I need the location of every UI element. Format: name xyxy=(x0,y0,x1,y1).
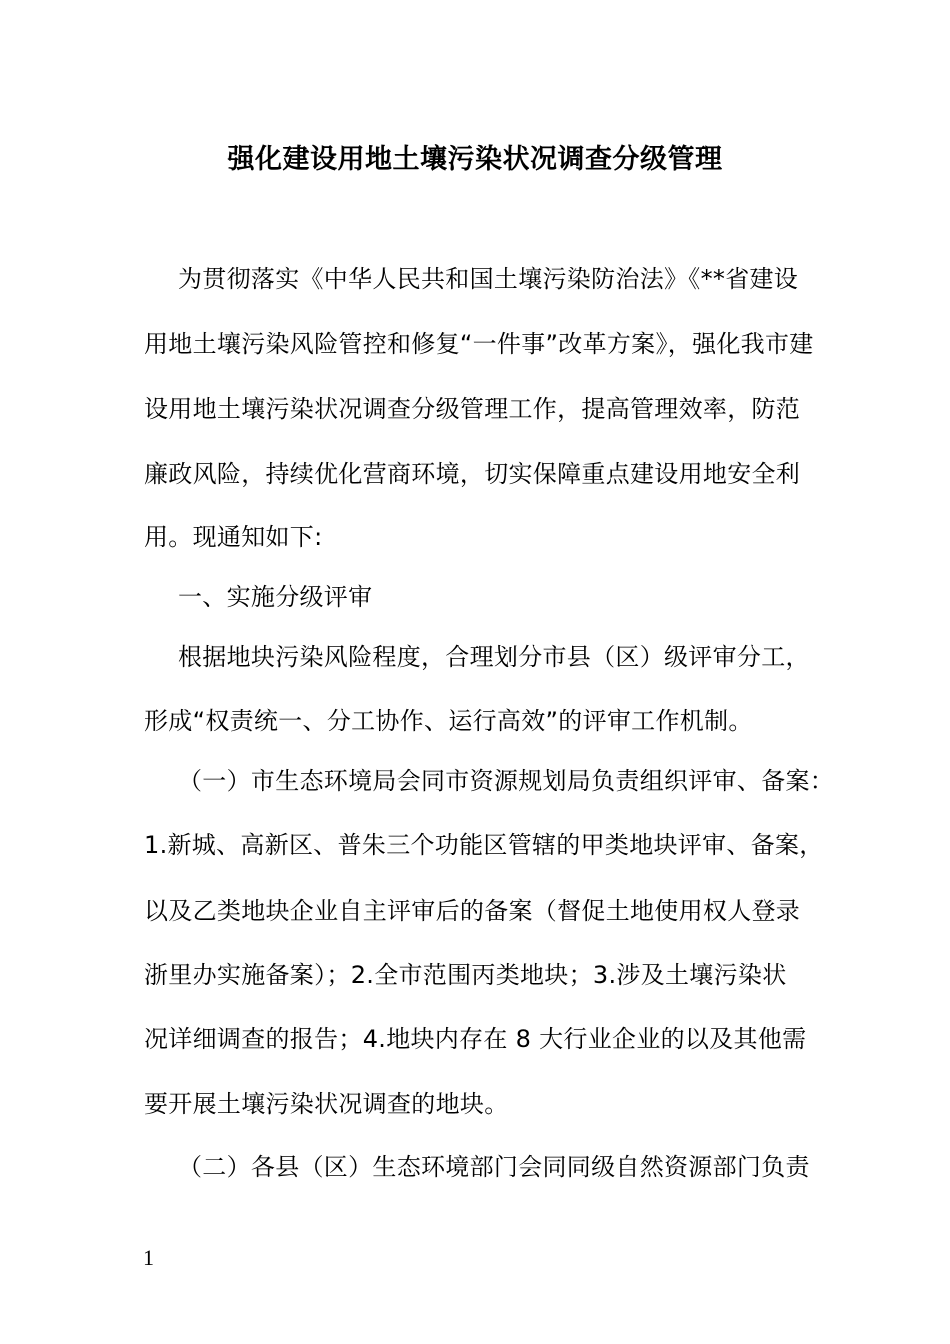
paragraph-line: 为贯彻落实《中华人民共和国土壤污染防治法》《**省建设 xyxy=(178,265,799,293)
paragraph-line: 要开展土壤污染状况调查的地块。 xyxy=(144,1090,509,1118)
paragraph-line: 廉政风险，持续优化营商环境，切实保障重点建设用地安全利 xyxy=(144,460,801,488)
page-number: 1 xyxy=(143,1245,154,1270)
paragraph-line: 况详细调查的报告；4.地块内存在 8 大行业企业的以及其他需 xyxy=(144,1025,807,1053)
paragraph-line: 1.新城、高新区、普朱三个功能区管辖的甲类地块评审、备案， xyxy=(144,831,824,859)
section-heading: 一、实施分级评审 xyxy=(178,583,373,611)
paragraph-line: 设用地土壤污染状况调查分级管理工作，提高管理效率，防范 xyxy=(144,395,801,423)
paragraph-line: （二）各县（区）生态环境部门会同同级自然资源部门负责 xyxy=(178,1153,810,1181)
paragraph-line: 浙里办实施备案）；2.全市范围丙类地块；3.涉及土壤污染状 xyxy=(144,961,787,989)
paragraph-line: 根据地块污染风险程度，合理划分市县（区）级评审分工， xyxy=(178,643,810,671)
paragraph-line: 用。现通知如下: xyxy=(144,523,323,551)
paragraph-line: 用地土壤污染风险管控和修复“一件事”改革方案》，强化我市建 xyxy=(144,330,814,358)
paragraph-line: 以及乙类地块企业自主评审后的备案（督促土地使用权人登录 xyxy=(144,897,801,925)
paragraph-line: 形成“权责统一、分工协作、运行高效”的评审工作机制。 xyxy=(144,707,753,735)
document-title: 强化建设用地土壤污染状况调查分级管理 xyxy=(227,144,723,175)
paragraph-line: （一）市生态环境局会同市资源规划局负责组织评审、备案： xyxy=(178,767,835,795)
